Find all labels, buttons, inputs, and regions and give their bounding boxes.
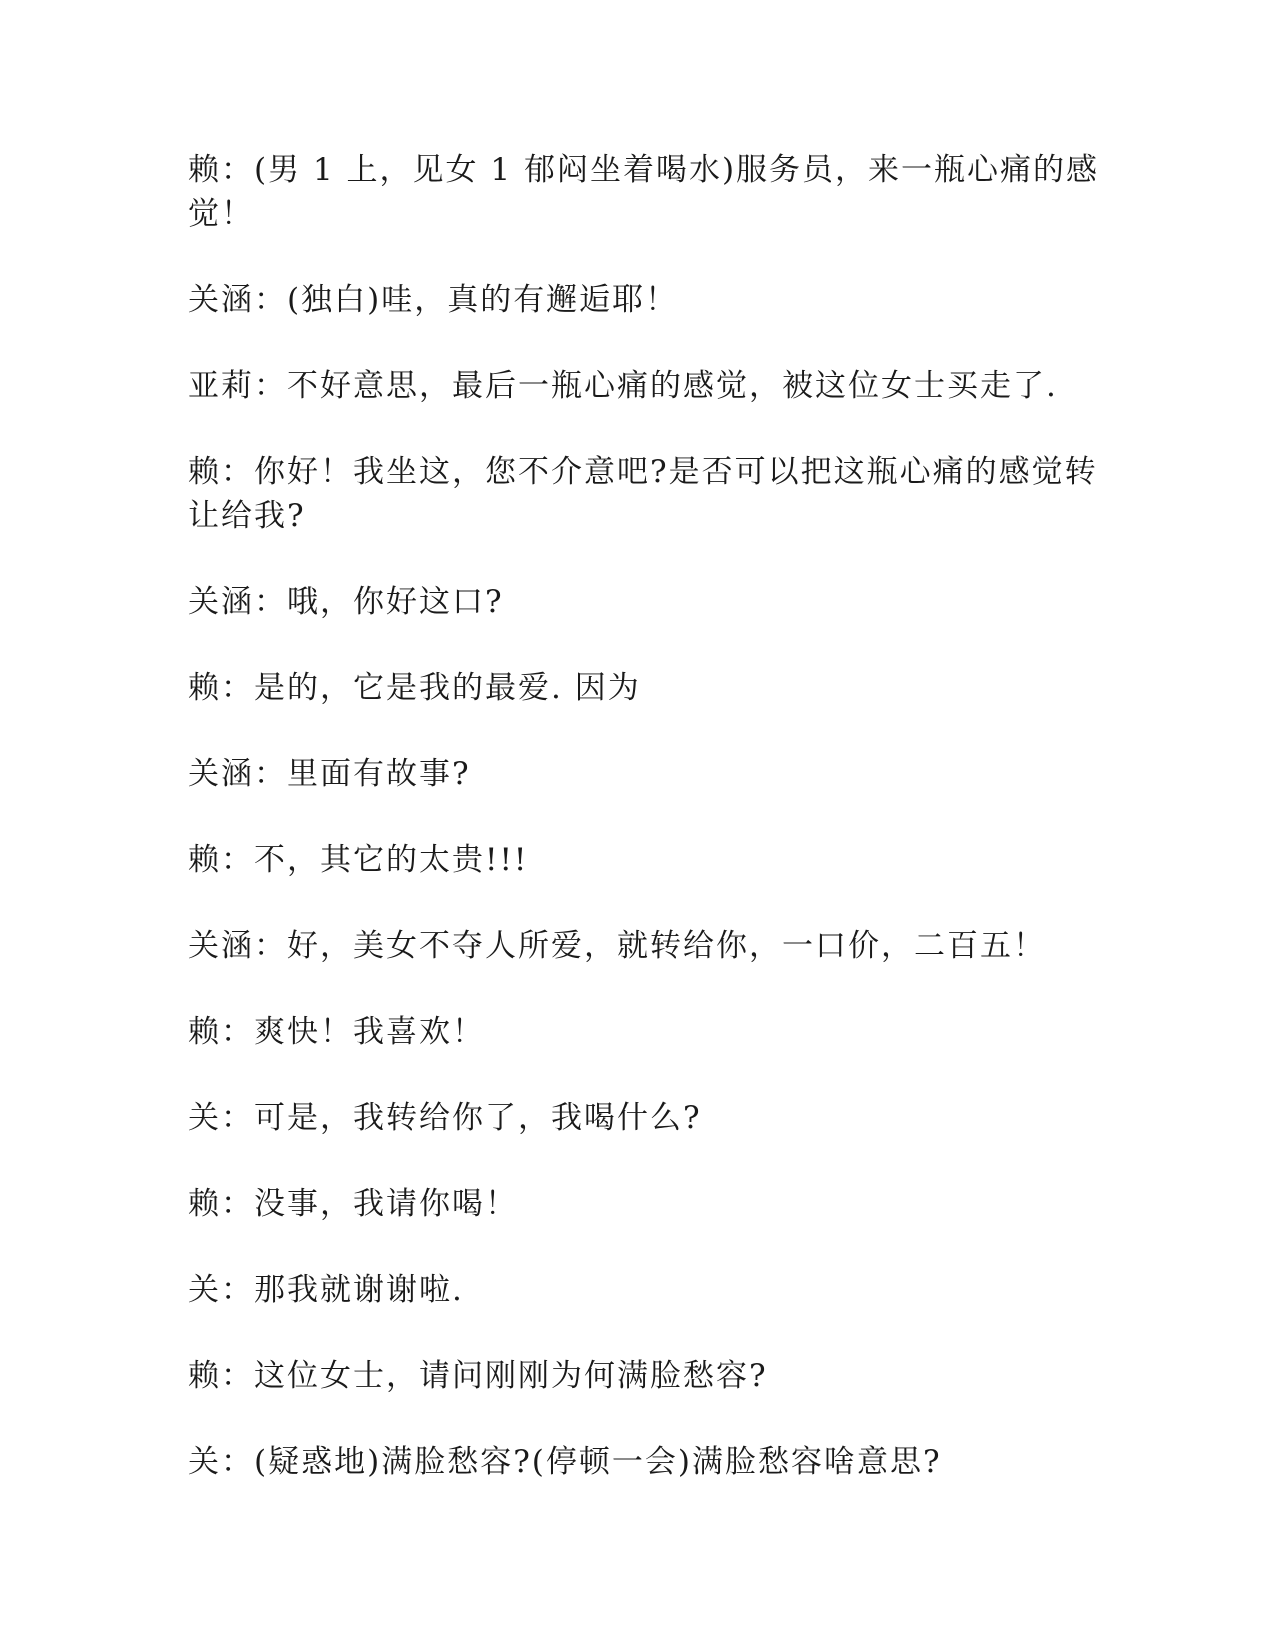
dialogue-line: 赖：是的，它是我的最爱. 因为	[188, 670, 641, 706]
dialogue-line: 关涵：好，美女不夺人所爱，就转给你，一口价，二百五！	[188, 928, 1046, 964]
dialogue-line: 亚莉：不好意思，最后一瓶心痛的感觉，被这位女士买走了.	[188, 368, 1058, 404]
dialogue-line: 赖：不，其它的太贵!!!	[188, 842, 529, 878]
dialogue-line: 关涵：(独白)哇，真的有邂逅耶！	[188, 282, 679, 318]
dialogue-line: 赖：没事，我请你喝！	[188, 1186, 518, 1222]
dialogue-line: 赖：这位女士，请问刚刚为何满脸愁容?	[188, 1358, 768, 1394]
dialogue-line: 关：可是，我转给你了，我喝什么?	[188, 1100, 702, 1136]
document-body	[188, 148, 1108, 1526]
dialogue-line: 关涵：里面有故事?	[188, 756, 471, 792]
dialogue-line: 赖：你好！我坐这，您不介意吧?是否可以把这瓶心痛的感觉转让给我?	[188, 454, 1098, 534]
dialogue-line: 关：那我就谢谢啦.	[188, 1272, 464, 1308]
dialogue-line: 赖：爽快！我喜欢！	[188, 1014, 485, 1050]
dialogue-line: 赖：(男 1 上，见女 1 郁闷坐着喝水)服务员，来一瓶心痛的感觉！	[188, 152, 1100, 232]
dialogue-line: 关涵：哦，你好这口?	[188, 584, 504, 620]
dialogue-line: 关：(疑惑地)满脸愁容?(停顿一会)满脸愁容啥意思?	[188, 1444, 942, 1480]
